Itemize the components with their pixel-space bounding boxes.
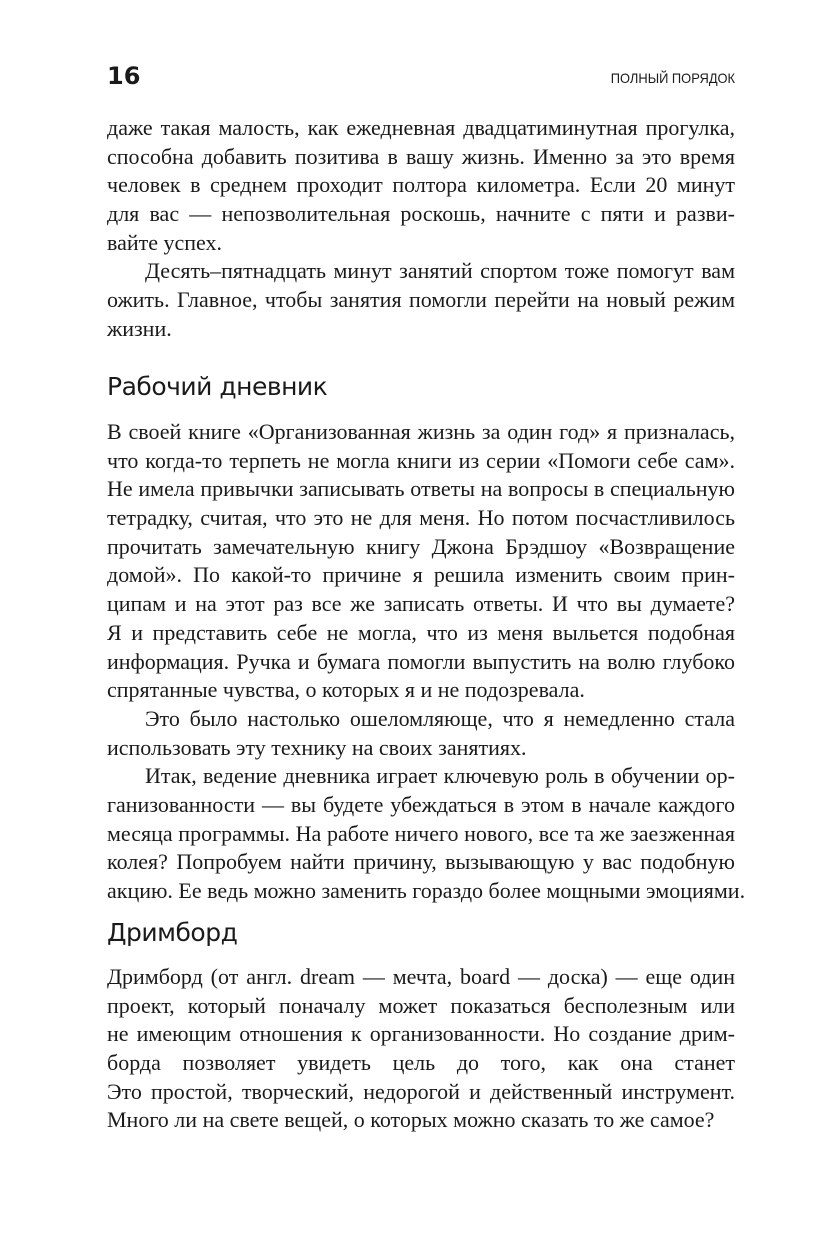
running-title: ПОЛНЫЙ ПОРЯДОК — [610, 70, 735, 86]
text-line: Десять–пятнадцать минут занятий спортом тоже помогут вам — [145, 258, 735, 284]
text-line: В своей книге «Организованная жизнь за один год» я призналась, — [107, 419, 735, 444]
text-line: прочитать замечательную книгу Джона Брэдшоу «Возвращение — [107, 533, 735, 559]
text-line: тетрадку, считая, что это не для меня. Но потом посчастливилось — [107, 505, 735, 531]
text-line: не имеющим отношения к организованности. Но создание дрим- — [107, 1021, 735, 1047]
text-line: домой». По какой-то причине я решила изменить своим прин- — [107, 562, 735, 588]
paragraph — [107, 963, 735, 1135]
text-line: акцию. Ее ведь можно заменить гораздо более мощными эмоциями. — [107, 878, 746, 903]
text-line: человек в среднем проходит полтора километра. Если 20 минут — [107, 172, 735, 198]
paragraph — [107, 257, 735, 343]
text-line: информация. Ручка и бумага помогли выпустить на волю глубоко — [107, 648, 735, 674]
text-line: Итак, ведение дневника играет ключевую роль в обучении ор- — [145, 763, 735, 789]
text-line: использовать эту технику на своих занятиях. — [107, 734, 527, 760]
heading-work-diary: Рабочий дневник — [107, 372, 328, 401]
paragraph — [107, 418, 735, 705]
text-line: колея? Попробуем найти причину, вызывающую у вас подобную — [107, 849, 735, 875]
text-line: месяца программы. На работе ничего нового, все та же заезженная — [107, 820, 735, 846]
text-line: Много ли на свете вещей, о которых можно сказать то же самое? — [107, 1107, 715, 1133]
paragraph — [107, 762, 746, 905]
text-line: способна добавить позитива в вашу жизнь. Именно за это время — [107, 143, 735, 169]
text-line: Дримборд (от англ. dream — мечта, board — доска) — еще один — [107, 964, 735, 989]
text-line: ганизованности — вы будете убеждаться в этом в начале каждого — [107, 791, 735, 817]
text-line: спрятанные чувства, о которых я и не подозревала. — [107, 677, 585, 703]
text-line: Это было настолько ошеломляюще, что я немедленно стала — [145, 705, 735, 731]
text-line: ожить. Главное, чтобы занятия помогли перейти на новый режим — [107, 287, 735, 313]
text-line: Это простой, творческий, недорогой и действенный инструмент. — [107, 1078, 735, 1104]
text-line: проект, который поначалу может показаться бесполезным или — [107, 992, 735, 1018]
text-line: даже такая малость, как ежедневная двадцатиминутная прогулка, — [107, 115, 735, 140]
page-number: 16 — [107, 62, 141, 90]
text-line: Я и представить себе не могла, что из меня выльется подобная — [107, 619, 735, 645]
section-dreamboard — [107, 963, 735, 1135]
paragraph — [107, 705, 735, 762]
text-line: борда позволяет увидеть цель до того, как она станет — [107, 1050, 735, 1076]
text-line: ципам и на этот раз все же записать ответы. И что вы думаете? — [107, 591, 735, 617]
text-line: что когда-то терпеть не могла книги из серии «Помоги себе сам». — [107, 447, 735, 473]
section-intro — [107, 114, 735, 344]
text-line: вайте успех. — [107, 229, 223, 255]
text-line: жизни. — [107, 315, 172, 341]
paragraph — [107, 114, 735, 257]
text-line: для вас — непозволительная роскошь, начните с пяти и разви- — [107, 201, 735, 227]
section-work-diary — [107, 418, 746, 906]
text-line: Не имела привычки записывать ответы на вопросы в специальную — [107, 476, 735, 502]
heading-dreamboard: Дримборд — [107, 918, 238, 947]
